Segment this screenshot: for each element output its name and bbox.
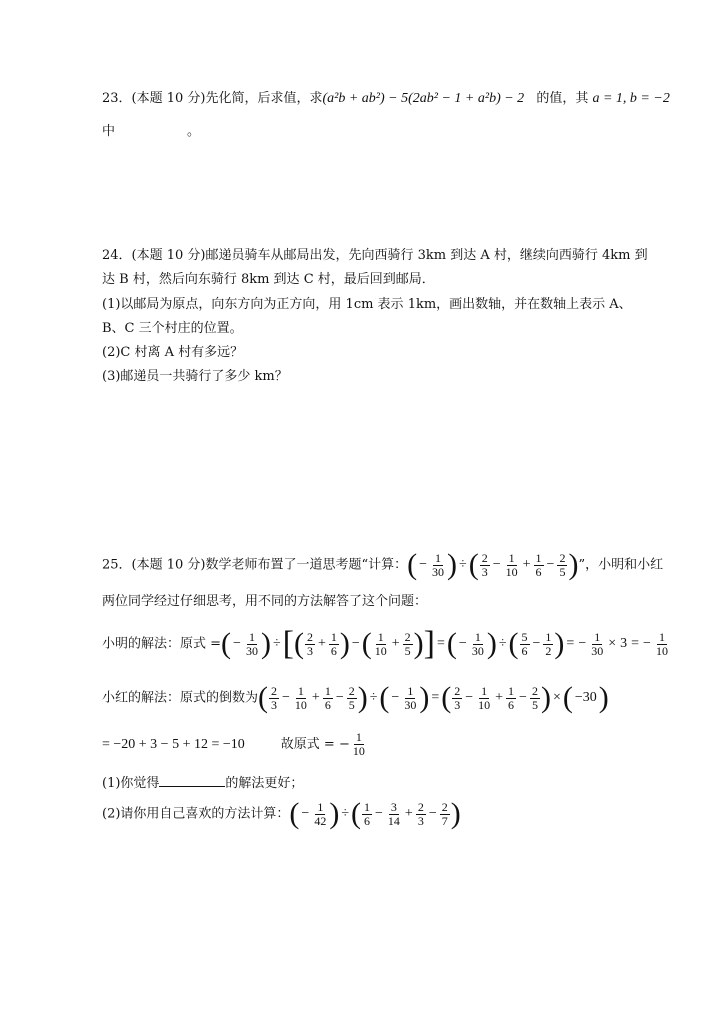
fraction: [386, 801, 402, 828]
xiaohong-label: 小红的解法：原式的倒数为: [102, 690, 259, 706]
fraction: [520, 631, 530, 658]
math-symbol: (: [361, 627, 372, 660]
xiaohong-result: = −20 + 3 − 5 + 12 = −10: [102, 737, 245, 752]
q23-line2-b: 。: [187, 124, 201, 139]
fraction-numerator: 2: [441, 799, 448, 814]
fraction-numerator: 2: [481, 550, 488, 565]
fraction-denominator: 10: [374, 643, 387, 658]
fraction: [589, 631, 605, 658]
q25-suffix: ”，小明和小红: [578, 557, 664, 573]
math-symbol: ×: [608, 636, 617, 651]
fraction-denominator: 30: [591, 643, 604, 658]
math-symbol: ×: [552, 690, 561, 705]
fraction: [504, 552, 520, 579]
math-symbol: ÷: [369, 690, 378, 705]
fraction: [476, 685, 492, 712]
math-symbol: ): [357, 681, 368, 714]
div-sign: ÷: [459, 557, 467, 572]
fraction-numerator: 2: [531, 683, 538, 698]
math-symbol: +: [522, 557, 531, 572]
math-symbol: =: [437, 636, 445, 651]
math-symbol: (: [446, 627, 457, 660]
fraction-numerator: 5: [521, 629, 528, 644]
math-symbol: =: [566, 636, 575, 651]
fraction-denominator: 10: [352, 744, 365, 758]
fraction-numerator: 1: [474, 629, 481, 644]
math-symbol: ): [413, 627, 424, 660]
q23-prefix: 23．(本题 10 分)先化简，后求值，求: [102, 91, 323, 106]
fraction-denominator: 6: [521, 643, 528, 658]
math-symbol: (: [351, 797, 362, 830]
fraction: [402, 685, 418, 712]
math-symbol: (: [562, 681, 573, 714]
fraction-denominator: 2: [545, 643, 552, 658]
q25-sub2: [102, 797, 461, 832]
math-symbol: =: [631, 636, 640, 651]
math-symbol: −: [643, 636, 651, 651]
fraction: [269, 685, 279, 712]
math-symbol: +: [317, 636, 326, 651]
fraction-denominator: 5: [531, 697, 538, 712]
math-symbol: +: [391, 636, 400, 651]
q23-line2: [102, 122, 200, 142]
math-symbol: 3: [620, 636, 628, 651]
fraction-numerator: 1: [297, 683, 304, 698]
fraction-numerator: 1: [324, 683, 331, 698]
fraction-denominator: 6: [364, 813, 371, 828]
fraction-denominator: 3: [417, 813, 424, 828]
fraction-denominator: 7: [441, 813, 448, 828]
math-symbol: (: [441, 681, 452, 714]
fraction-denominator: 5: [348, 697, 355, 712]
math-symbol: ): [260, 627, 271, 660]
fraction-numerator: 1: [535, 550, 542, 565]
fraction-denominator: 3: [306, 643, 313, 658]
math-symbol: ): [329, 797, 340, 830]
math-symbol: [: [282, 625, 294, 662]
fraction-numerator: 1: [545, 629, 552, 644]
fraction-numerator: 1: [481, 683, 488, 698]
fraction-numerator: 1: [355, 730, 362, 744]
math-symbol: −: [233, 636, 241, 651]
fraction-denominator: 5: [559, 564, 566, 579]
fraction-numerator: 1: [330, 629, 337, 644]
q24-line6: (3)邮递员一共骑行了多少 km？: [102, 369, 288, 384]
fraction-numerator: 1: [407, 683, 414, 698]
fraction-numerator: 3: [390, 799, 397, 814]
fraction: [416, 801, 426, 828]
q23-expression: (a²b + ab²) − 5(2ab² − 1 + a²b) − 2: [322, 91, 525, 106]
math-symbol: −: [301, 806, 310, 821]
math-symbol: +: [311, 690, 320, 705]
fraction: [452, 685, 462, 712]
math-symbol: ÷: [498, 636, 507, 651]
fraction: [323, 685, 333, 712]
math-symbol: (: [379, 681, 390, 714]
fraction: [470, 631, 486, 658]
math-symbol: +: [404, 806, 413, 821]
fraction-denominator: 10: [655, 643, 668, 658]
fraction: [312, 801, 328, 828]
fraction: [480, 552, 490, 579]
math-symbol: ): [540, 681, 551, 714]
fraction: [362, 801, 372, 828]
fraction-numerator: 1: [508, 683, 515, 698]
q24-line1: 24．(本题 10 分)邮递员骑车从邮局出发，先向西骑行 3km 到达 A 村，继续向西骑行 4km 到: [102, 248, 648, 263]
fraction: [351, 731, 367, 758]
q25-prefix: 25．(本题 10 分)数学老师布置了一道思考题“计算：: [102, 557, 408, 573]
fraction: [244, 631, 260, 658]
q25-line5: [102, 730, 368, 760]
fraction-numerator: 1: [594, 629, 601, 644]
fraction-numerator: 2: [348, 683, 355, 698]
q23-mid: 的值，其: [536, 91, 589, 106]
math-symbol: =: [431, 690, 440, 705]
fraction-denominator: 3: [481, 564, 488, 579]
paren: ): [447, 548, 458, 581]
math-symbol: ): [339, 627, 350, 660]
fraction-denominator: 6: [324, 697, 331, 712]
fraction: [557, 552, 567, 579]
math-symbol: −: [546, 557, 555, 572]
fraction-numerator: 2: [559, 550, 566, 565]
q24-line5: (2)C 村离 A 村有多远？: [102, 345, 244, 360]
math-symbol: −: [335, 690, 344, 705]
math-symbol: ÷: [341, 806, 350, 821]
fraction-denominator: 30: [432, 564, 445, 579]
fraction: [530, 685, 540, 712]
fraction-denominator: 30: [471, 643, 484, 658]
math-symbol: −: [351, 636, 360, 651]
math-symbol: −: [465, 690, 474, 705]
math-symbol: −: [428, 806, 437, 821]
fraction-denominator: 3: [271, 697, 278, 712]
fraction: [347, 685, 357, 712]
fraction: [440, 801, 450, 828]
fraction-denominator: 6: [330, 643, 337, 658]
math-symbol: (: [293, 627, 304, 660]
fraction: [403, 631, 413, 658]
math-symbol: ): [486, 627, 497, 660]
fraction: [373, 631, 389, 658]
fraction-numerator: 1: [377, 629, 384, 644]
math-symbol: −: [458, 636, 467, 651]
math-symbol: −: [578, 636, 587, 651]
math-symbol: ): [598, 681, 609, 714]
math-symbol: −30: [574, 690, 597, 705]
q25-xiaoming: [102, 627, 671, 662]
q25-xiaohong: [102, 683, 609, 714]
answer-blank[interactable]: [159, 772, 225, 787]
math-symbol: −: [519, 690, 527, 705]
sub1-b: 的解法更好；: [225, 776, 304, 791]
math-symbol: −: [282, 690, 290, 705]
q25-sub1: [102, 772, 303, 794]
math-symbol: (: [258, 681, 269, 714]
q23-line2-a: 中: [102, 124, 116, 139]
fraction: [305, 631, 315, 658]
fraction: [506, 685, 516, 712]
fraction-denominator: 10: [478, 697, 491, 712]
math-symbol: ): [419, 681, 430, 714]
fraction-numerator: 1: [364, 799, 371, 814]
xiaoming-label: 小明的解法：原式 =: [102, 636, 222, 652]
math-symbol: +: [495, 690, 504, 705]
fraction-numerator: 2: [404, 629, 411, 644]
q25-line2: 两位同学经过仔细思考，用不同的方法解答了这个问题：: [102, 594, 428, 609]
math-symbol: ): [554, 627, 565, 660]
fraction-numerator: 2: [306, 629, 313, 644]
fraction: [293, 685, 309, 712]
fraction-numerator: 2: [271, 683, 278, 698]
fraction-numerator: 1: [317, 799, 324, 814]
math-symbol: −: [532, 636, 541, 651]
fraction-denominator: 10: [294, 697, 307, 712]
math-symbol: ÷: [272, 636, 281, 651]
fraction-numerator: 1: [508, 550, 515, 565]
math-symbol: −: [492, 557, 501, 572]
paren: (: [407, 548, 418, 581]
math-symbol: −: [375, 806, 383, 821]
fraction: [543, 631, 553, 658]
fraction-denominator: 30: [404, 697, 417, 712]
minus-sign: −: [419, 557, 428, 572]
fraction-denominator: 6: [508, 697, 515, 712]
fraction-numerator: 2: [417, 799, 424, 814]
sub2-label: (2)请你用自己喜欢的方法计算：: [102, 806, 290, 822]
q25-line1: [102, 550, 663, 581]
q24-line3: (1)以邮局为原点，向东方向为正方向，用 1cm 表示 1km，画出数轴，并在数轴上表示 A、: [102, 297, 632, 312]
conclusion: 故原式 = −: [280, 737, 350, 752]
fraction-denominator: 5: [404, 643, 411, 658]
paren: (: [468, 548, 479, 581]
fraction: [534, 552, 544, 579]
fraction-numerator: 2: [454, 683, 461, 698]
fraction: [654, 631, 670, 658]
fraction-denominator: 42: [314, 813, 327, 828]
fraction-denominator: 6: [535, 564, 542, 579]
fraction-denominator: 14: [387, 813, 400, 828]
math-symbol: −: [391, 690, 400, 705]
fraction-numerator: 1: [435, 550, 442, 565]
q23-condition: a = 1, b = −2: [592, 91, 670, 106]
math-symbol: ): [450, 797, 461, 830]
sub1-a: (1)你觉得: [102, 776, 160, 791]
fraction: [329, 631, 339, 658]
fraction-denominator: 3: [454, 697, 461, 712]
fraction-denominator: 10: [505, 564, 518, 579]
q23-line1: [102, 89, 670, 109]
fraction-numerator: 1: [658, 629, 665, 644]
math-symbol: (: [221, 627, 232, 660]
q24-line2: 达 B 村，然后向东骑行 8km 到达 C 村，最后回到邮局．: [102, 272, 435, 287]
fraction-numerator: 1: [248, 629, 255, 644]
math-symbol: (: [508, 627, 519, 660]
q24-line4: B、C 三个村庄的位置。: [102, 321, 243, 336]
fraction: [430, 552, 446, 579]
math-symbol: (: [289, 797, 300, 830]
fraction-denominator: 30: [245, 643, 258, 658]
paren: ): [568, 548, 579, 581]
math-symbol: ]: [423, 625, 435, 662]
